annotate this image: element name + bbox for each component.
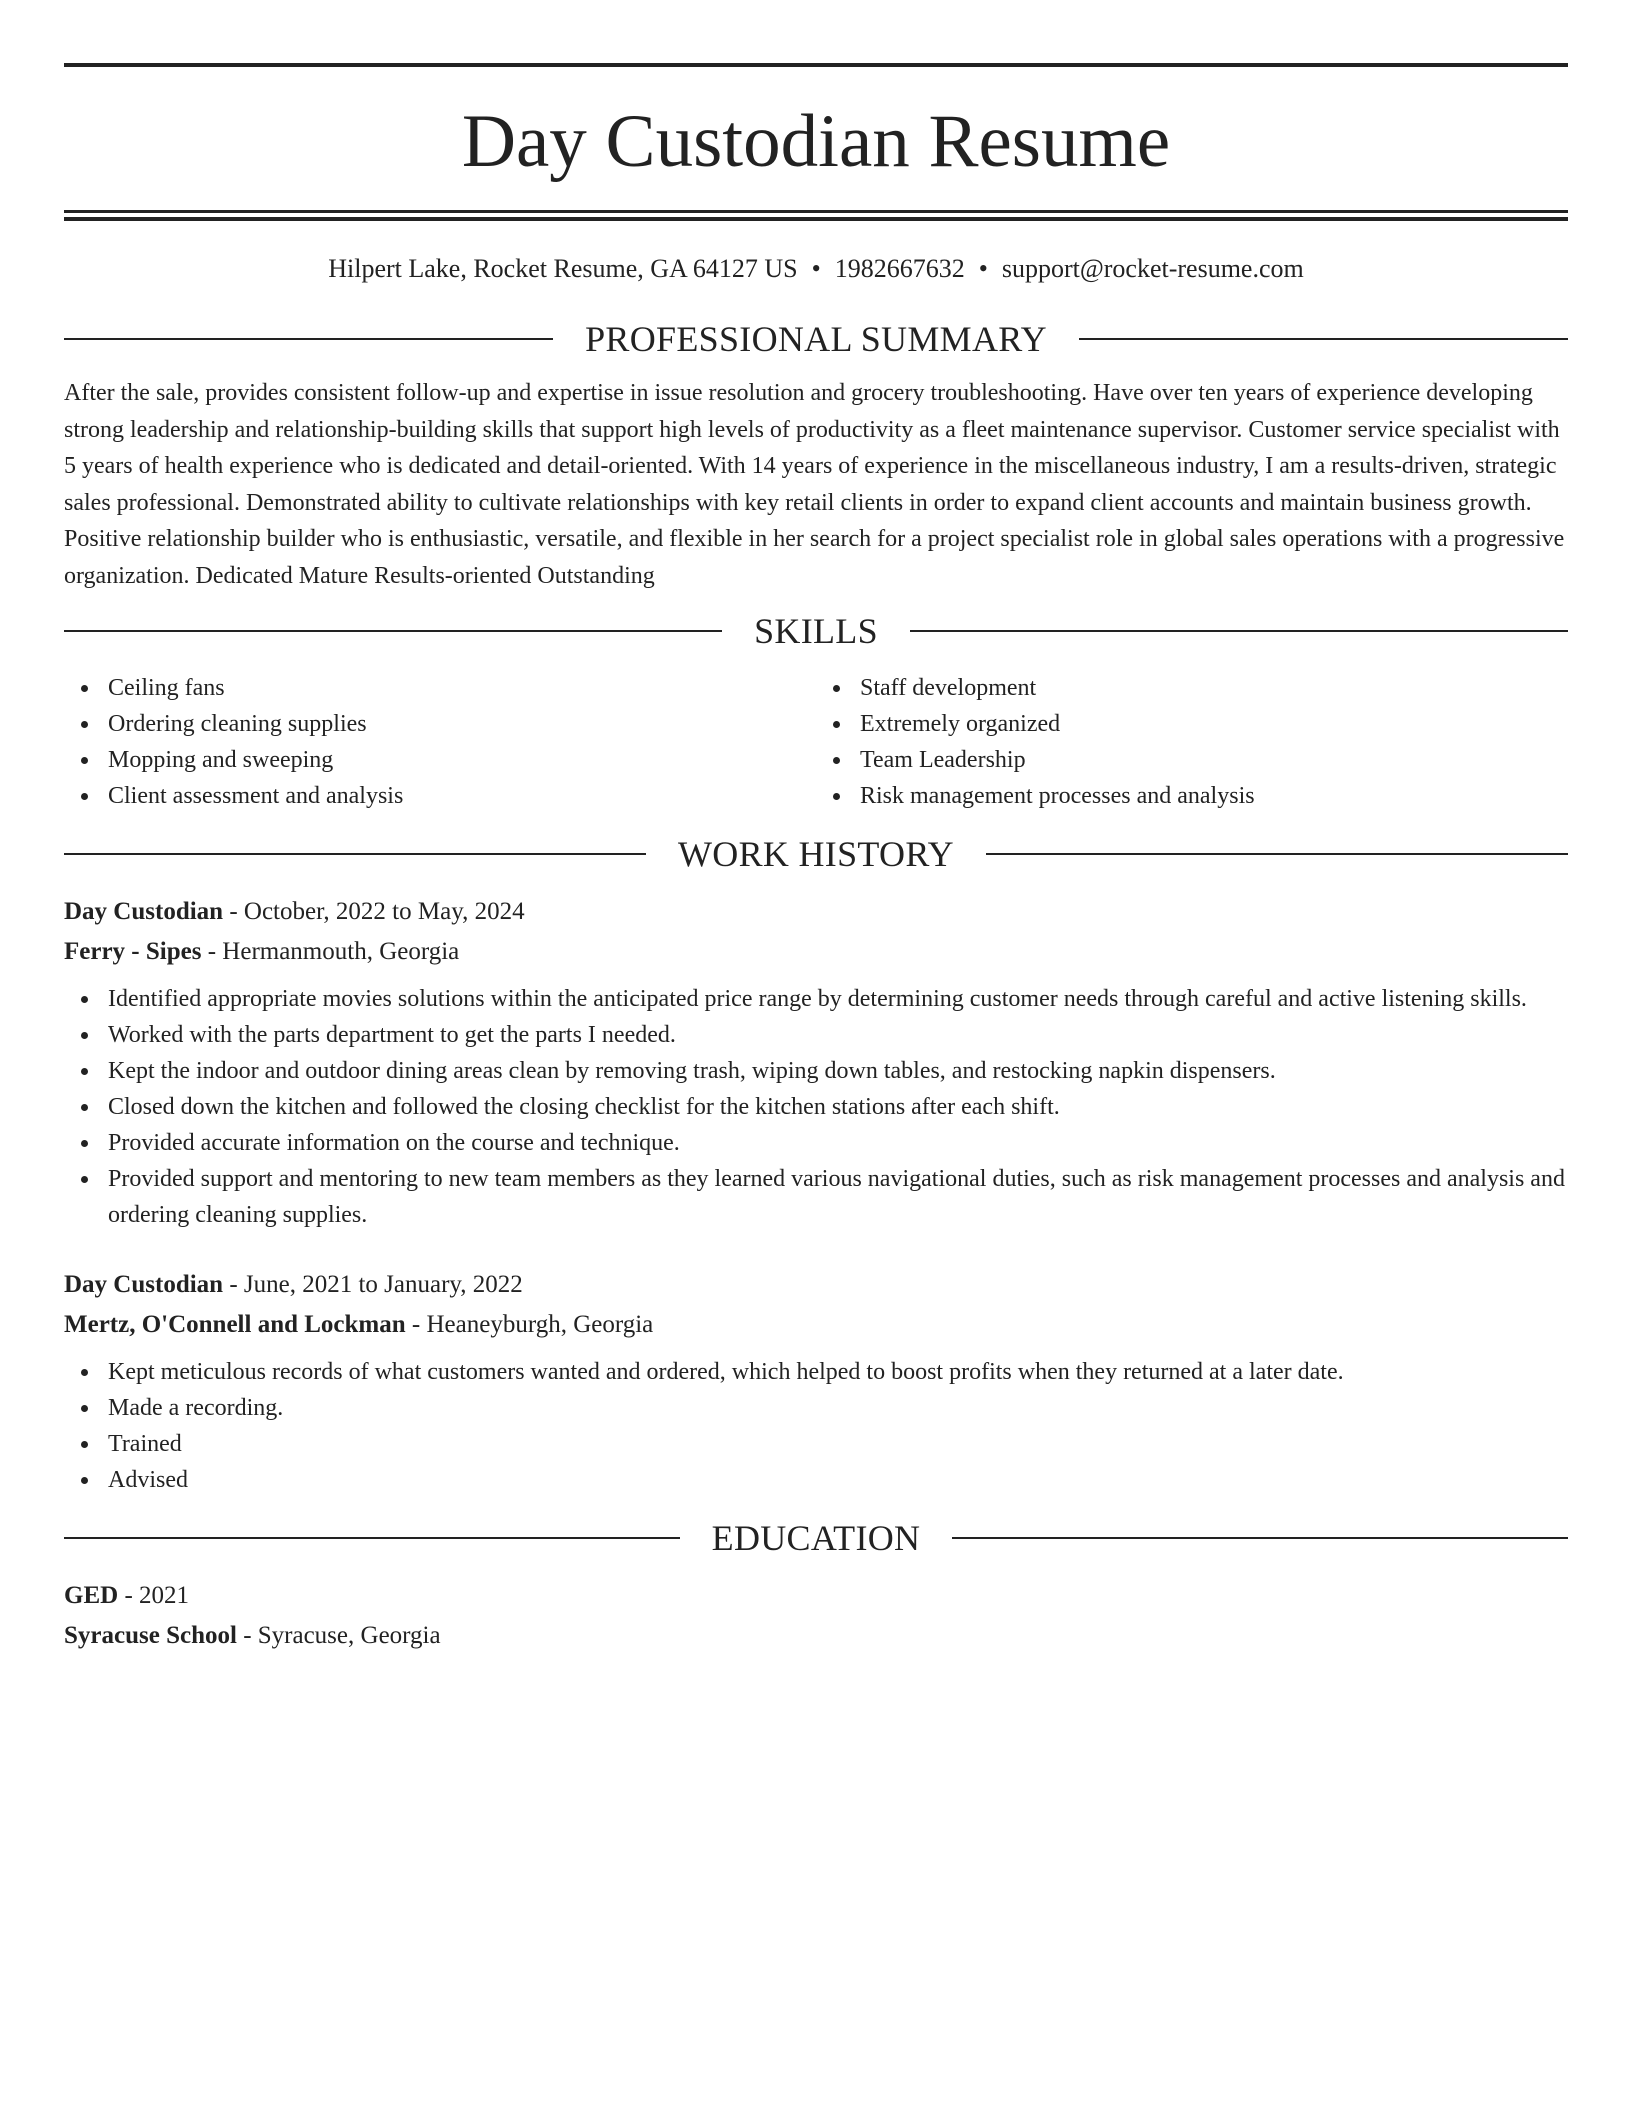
- job-duty-item: Kept meticulous records of what customers wanted and ordered, which helped to boost profits when they returned at a later date.: [64, 1354, 1568, 1390]
- contact-separator: •: [978, 254, 988, 283]
- education-year: - 2021: [118, 1582, 190, 1609]
- section-title-skills: SKILLS: [754, 611, 878, 651]
- contact-email: support@rocket-resume.com: [1001, 254, 1304, 283]
- heading-rule-right: [986, 853, 1568, 855]
- job-duty-item: Closed down the kitchen and followed the closing checklist for the kitchen stations after each shift.: [64, 1089, 1568, 1125]
- job-duty-item: Provided accurate information on the course and technique.: [64, 1125, 1568, 1161]
- job-duties: [64, 981, 1568, 1233]
- job-company: Ferry - Sipes: [64, 938, 202, 965]
- skill-item: Risk management processes and analysis: [816, 778, 1568, 814]
- contact-address: Hilpert Lake, Rocket Resume, GA 64127 US: [328, 254, 798, 283]
- resume-page: [0, 63, 1632, 2112]
- heading-rule-right: [1079, 338, 1568, 340]
- section-title-summary: PROFESSIONAL SUMMARY: [585, 319, 1047, 359]
- job-entry: [64, 892, 1568, 1233]
- job-duty-item: Advised: [64, 1462, 1568, 1498]
- job-dates: - June, 2021 to January, 2022: [223, 1271, 523, 1298]
- page-title: Day Custodian Resume: [461, 100, 1171, 183]
- job-duty-item: Made a recording.: [64, 1390, 1568, 1426]
- job-duty-item: Trained: [64, 1426, 1568, 1462]
- contact-separator: •: [811, 254, 821, 283]
- job-title-line: [64, 1265, 1568, 1305]
- job-company-line: [64, 1305, 1568, 1345]
- education-school-line: [64, 1616, 1568, 1656]
- section-title-work: WORK HISTORY: [678, 834, 954, 874]
- job-duty-item: Worked with the parts department to get the parts I needed.: [64, 1017, 1568, 1053]
- skill-item: Team Leadership: [816, 742, 1568, 778]
- job-title-line: [64, 892, 1568, 932]
- skill-item: Staff development: [816, 670, 1568, 706]
- job-company-line: [64, 932, 1568, 972]
- heading-rule-left: [64, 630, 722, 632]
- skill-item: Mopping and sweeping: [64, 742, 816, 778]
- education-location: - Syracuse, Georgia: [236, 1622, 441, 1649]
- title-double-rule: [64, 210, 1568, 221]
- job-duty-item: Provided support and mentoring to new team members as they learned various navigational duties, such as risk management processes and analysis and ordering cleaning supplies.: [64, 1161, 1568, 1233]
- heading-rule-left: [64, 853, 646, 855]
- contact-line: [64, 253, 1568, 285]
- section-heading-summary: [64, 315, 1568, 363]
- education-degree: GED: [64, 1582, 119, 1609]
- heading-rule-left: [64, 338, 553, 340]
- summary-text: After the sale, provides consistent follow-up and expertise in issue resolution and grocery troubleshooting. Have over ten years of experience developing strong leadership and relationship-building skills that support high levels of productivity as a fleet maintenance supervisor. Customer service specialist with 5 years of health experience who is dedicated and detail-oriented. With 14 years of experience in the miscellaneous industry, I am a results-driven, strategic sales professional. Demonstrated ability to cultivate relationships with key retail clients in order to expand client accounts and maintain business growth. Positive relationship builder who is enthusiastic, versatile, and flexible in her search for a project specialist role in global sales operations with a progressive organization. Dedicated Mature Results-oriented Outstanding: [64, 380, 1565, 589]
- contact-phone: 1982667632: [834, 254, 965, 283]
- section-heading-education: [64, 1514, 1568, 1562]
- job-entry: [64, 1265, 1568, 1498]
- job-company: Mertz, O'Connell and Lockman: [64, 1311, 406, 1338]
- education-entry: [64, 1576, 1568, 1656]
- skills-column-left: [64, 670, 816, 814]
- job-duty-item: Kept the indoor and outdoor dining areas clean by removing trash, wiping down tables, and restocking napkin dispensers.: [64, 1053, 1568, 1089]
- job-duties: [64, 1354, 1568, 1498]
- job-dates: - October, 2022 to May, 2024: [223, 898, 525, 925]
- skill-item: Ceiling fans: [64, 670, 816, 706]
- section-heading-work: [64, 830, 1568, 878]
- top-rule: [64, 63, 1568, 67]
- heading-rule-right: [910, 630, 1568, 632]
- heading-rule-right: [952, 1537, 1568, 1539]
- skills-column-right: [816, 670, 1568, 814]
- skill-item: Client assessment and analysis: [64, 778, 816, 814]
- job-title: Day Custodian: [64, 898, 224, 925]
- skills-list: [64, 670, 1568, 814]
- education-degree-line: [64, 1576, 1568, 1616]
- section-heading-skills: [64, 607, 1568, 655]
- job-location: - Heaneyburgh, Georgia: [405, 1311, 654, 1338]
- job-location: - Hermanmouth, Georgia: [201, 938, 460, 965]
- job-title: Day Custodian: [64, 1271, 224, 1298]
- education-school: Syracuse School: [64, 1622, 237, 1649]
- skill-item: Extremely organized: [816, 706, 1568, 742]
- skill-item: Ordering cleaning supplies: [64, 706, 816, 742]
- heading-rule-left: [64, 1537, 680, 1539]
- section-title-education: EDUCATION: [711, 1518, 921, 1558]
- job-duty-item: Identified appropriate movies solutions within the anticipated price range by determining customer needs through careful and active listening skills.: [64, 981, 1568, 1017]
